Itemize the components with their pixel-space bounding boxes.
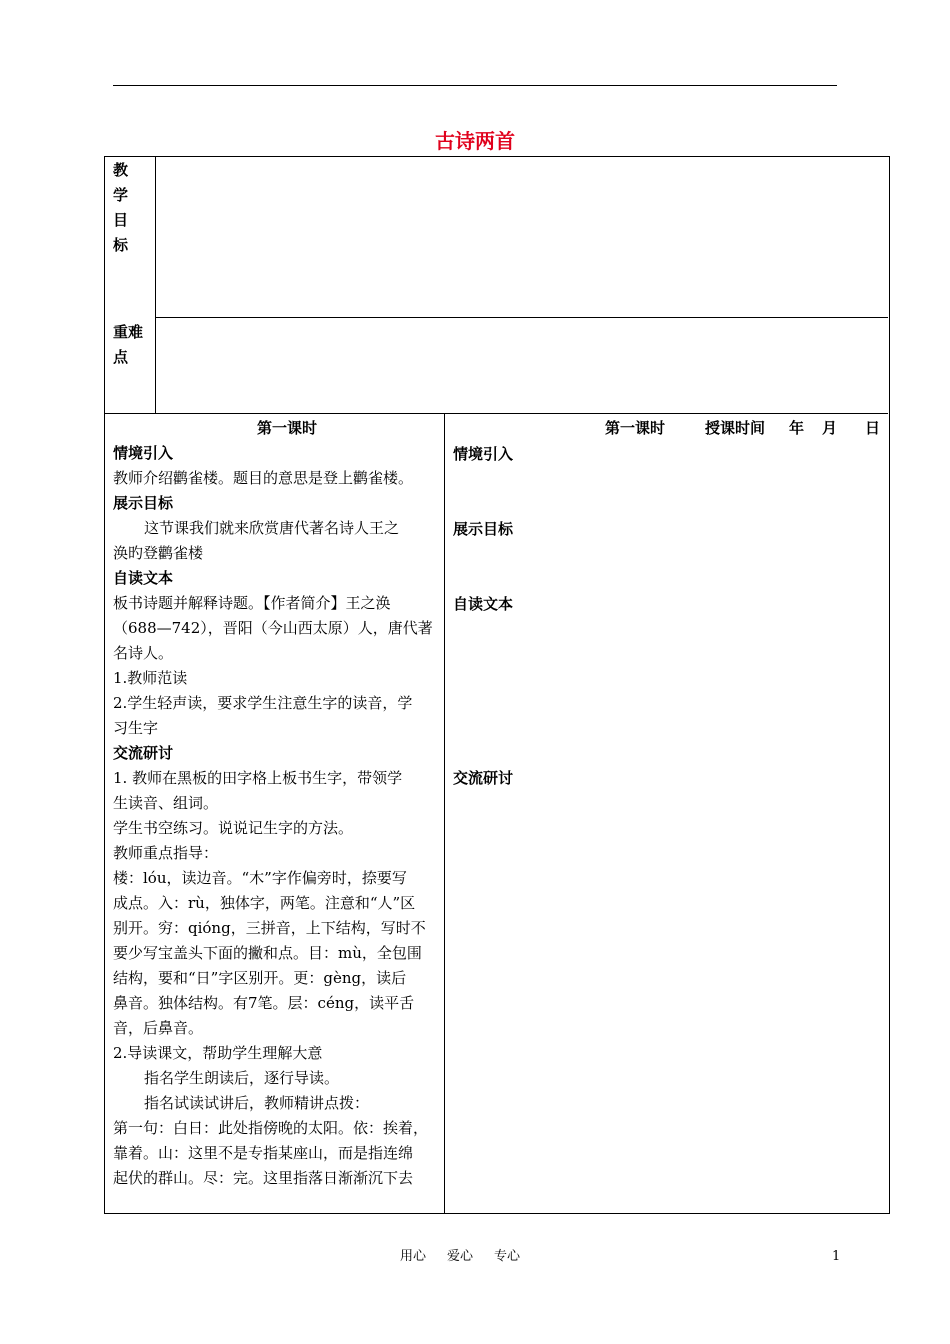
row-divider-keypoints: [104, 413, 888, 414]
lesson-day-label: 日: [865, 419, 881, 437]
text-line: 1. 教师在黑板的田字格上板书生字，带领学: [113, 769, 403, 787]
right-section-goals: 展示目标: [453, 520, 514, 538]
label-column-divider: [155, 156, 156, 413]
section-heading: 自读文本: [113, 569, 174, 587]
section-heading: 交流研讨: [113, 744, 174, 762]
text-line: 涣旳登鹳雀楼: [113, 544, 204, 562]
text-line: 鼻音。独体结构。有7笔。层：céng，读平舌: [113, 994, 415, 1012]
goal-char: 目: [113, 211, 129, 229]
text-line: 名诗人。: [113, 644, 174, 662]
lesson-year-label: 年: [789, 419, 805, 437]
text-line: 别开。穷：qióng，三拼音，上下结构，写时不: [113, 919, 426, 937]
keypoints-line: 点: [113, 348, 129, 366]
right-lesson-heading: 第一课时: [605, 419, 666, 437]
text-line: 起伏的群山。尽：完。这里指落日渐渐沉下去: [113, 1169, 414, 1187]
page-title: 古诗两首: [435, 129, 515, 153]
text-line: 习生字: [113, 719, 159, 737]
text-line: 指名学生朗读后，逐行导读。: [144, 1069, 340, 1087]
text-line: 成点。入：rù，独体字，两笔。注意和“人”区: [113, 894, 416, 912]
text-line: （688—742），晋阳（今山西太原）人，唐代著: [113, 619, 433, 637]
keypoints-line: 重难: [113, 323, 144, 341]
text-line: 这节课我们就来欣赏唐代著名诗人王之: [144, 519, 400, 537]
page-number: 1: [832, 1249, 841, 1264]
text-line: 学生书空练习。说说记生字的方法。: [113, 819, 354, 837]
text-line: 2.导读课文，帮助学生理解大意: [113, 1044, 323, 1062]
section-heading: 情境引入: [113, 444, 174, 462]
text-line: 2.学生轻声读，要求学生注意生字的读音，学: [113, 694, 413, 712]
text-line: 第一句：白日：此处指傍晚的太阳。依：挨着，: [113, 1119, 429, 1137]
left-lesson-content: [113, 441, 439, 1191]
text-line: 板书诗题并解释诗题。【作者简介】王之涣: [113, 594, 391, 612]
goal-char: 教: [113, 161, 129, 179]
text-line: 靠着。山：这里不是专指某座山，而是指连绵: [113, 1144, 414, 1162]
text-line: 结构，要和“日”字区别开。更：gèng，读后: [113, 969, 407, 987]
text-line: 要少写宝盖头下面的撇和点。目：mù，全包围: [113, 944, 422, 962]
right-section-reading: 自读文本: [453, 595, 514, 613]
text-line: 1.教师范读: [113, 669, 188, 687]
lesson-month-label: 月: [822, 419, 838, 437]
text-line: 生读音、组词。: [113, 794, 219, 812]
footer-motto-1: 用心: [400, 1249, 427, 1264]
text-line: 指名试读试讲后，教师精讲点拨：: [144, 1094, 370, 1112]
text-line: 楼：lóu，读边音。“木”字作偏旁时，捺要写: [113, 869, 407, 887]
right-section-context: 情境引入: [453, 445, 514, 463]
key-points-label: [113, 320, 153, 370]
footer-motto-3: 专心: [494, 1249, 521, 1264]
right-section-discussion: 交流研讨: [453, 769, 514, 787]
lesson-time-label: 授课时间: [705, 419, 766, 437]
text-line: 教师重点指导：: [113, 844, 219, 862]
teaching-goals-label: [113, 158, 133, 258]
text-line: 教师介绍鹳雀楼。题目的意思是登上鹳雀楼。: [113, 469, 414, 487]
goal-char: 学: [113, 186, 129, 204]
footer-motto-2: 爱心: [447, 1249, 474, 1264]
text-line: 音，后鼻音。: [113, 1019, 204, 1037]
lesson-column-divider: [444, 413, 445, 1213]
left-lesson-heading: 第一课时: [257, 419, 318, 437]
goal-char: 标: [113, 236, 129, 254]
header-rule: [113, 85, 837, 86]
section-heading: 展示目标: [113, 494, 174, 512]
row-divider-goals: [155, 317, 888, 318]
